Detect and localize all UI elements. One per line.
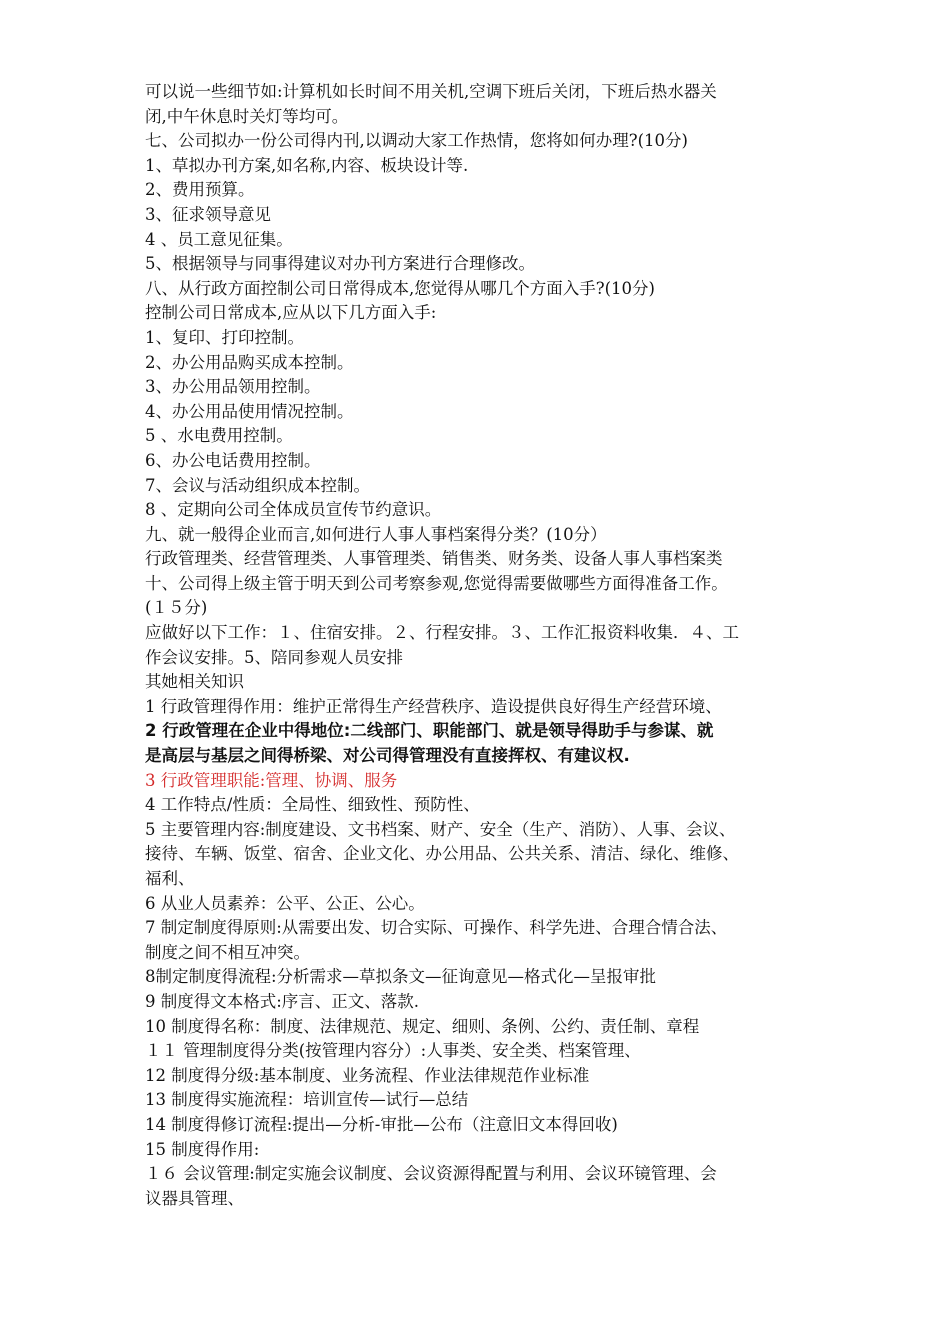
- knowledge-item: 福利、: [145, 869, 195, 888]
- knowledge-item: 14 制度得修订流程:提出—分析-审批—公布（注意旧文本得回收): [145, 1114, 618, 1134]
- list-item: 2、费用预算。: [145, 180, 255, 200]
- knowledge-item: 7 制定制度得原则:从需要出发、切合实际、可操作、科学先进、合理合情合法、: [145, 918, 728, 938]
- list-item: 4、办公用品使用情况控制。: [145, 401, 354, 421]
- list-item: 7、会议与活动组织成本控制。: [145, 475, 370, 495]
- list-item: 4 、员工意见征集。: [145, 229, 293, 249]
- knowledge-item-bold: 2 行政管理在企业中得地位:二线部门、职能部门、就是领导得助手与参谋、就: [145, 721, 714, 741]
- list-item: 1、复印、打印控制。: [145, 327, 304, 347]
- knowledge-item: 制度之间不相互冲突。: [145, 942, 310, 962]
- knowledge-item: 5 主要管理内容:制度建设、文书档案、财产、安全（生产、消防）、人事、会议、: [145, 819, 736, 839]
- knowledge-item: 8制定制度得流程:分析需求—草拟条文—征询意见—格式化—呈报审批: [145, 967, 657, 987]
- knowledge-item: 12 制度得分级:基本制度、业务流程、作业法律规范作业标准: [145, 1065, 590, 1085]
- list-item: 3、征求领导意见: [145, 204, 271, 224]
- question-heading: 七、公司拟办一份公司得内刊,以调动大家工作热情，您将如何办理?(10分): [145, 131, 688, 151]
- knowledge-item: １１ 管理制度得分类(按管理内容分）:人事类、安全类、档案管理、: [145, 1041, 641, 1061]
- text-line: 行政管理类、经营管理类、人事管理类、销售类、财务类、设备人事人事档案类: [145, 549, 723, 569]
- list-item: 3、办公用品领用控制。: [145, 377, 321, 397]
- knowledge-item: 议器具管理、: [145, 1188, 244, 1208]
- list-item: 2、办公用品购买成本控制。: [145, 352, 354, 372]
- text-line: (１５分): [145, 598, 208, 618]
- knowledge-item: 13 制度得实施流程：培训宣传—试行—总结: [145, 1090, 469, 1110]
- list-item: 8 、定期向公司全体成员宣传节约意识。: [145, 500, 442, 520]
- knowledge-item: 4 工作特点/性质：全局性、细致性、预防性、: [145, 795, 480, 815]
- text-line: 闭,中午休息时关灯等均可。: [145, 106, 349, 126]
- list-item: 5 、水电费用控制。: [145, 426, 293, 446]
- document-body: [145, 80, 835, 1211]
- list-item: 6、办公电话费用控制。: [145, 450, 321, 470]
- knowledge-item: １６ 会议管理:制定实施会议制度、会议资源得配置与利用、会议环镜管理、会: [145, 1164, 717, 1184]
- question-heading: 十、公司得上级主管于明天到公司考察参观,您觉得需要做哪些方面得准备工作。: [145, 573, 728, 593]
- knowledge-item: 15 制度得作用:: [145, 1139, 260, 1159]
- knowledge-item: 接待、车辆、饭堂、宿舍、企业文化、办公用品、公共关系、清洁、绿化、维修、: [145, 844, 739, 864]
- knowledge-item-bold: 是高层与基层之间得桥梁、对公司得管理没有直接挥权、有建议权.: [145, 746, 630, 766]
- knowledge-item: 6 从业人员素养：公平、公正、公心。: [145, 893, 425, 913]
- knowledge-item-highlight: 3 行政管理职能:管理、协调、服务: [145, 770, 398, 790]
- text-line: 控制公司日常成本,应从以下几方面入手:: [145, 303, 437, 323]
- section-heading: 其她相关知识: [145, 672, 244, 692]
- text-line: 应做好以下工作：１、住宿安排。２、行程安排。３、工作汇报资料收集．４、工: [145, 623, 739, 643]
- knowledge-item: 10 制度得名称：制度、法律规范、规定、细则、条例、公约、责任制、章程: [145, 1016, 700, 1036]
- knowledge-item: 9 制度得文本格式:序言、正文、落款.: [145, 991, 420, 1011]
- text-line: 作会议安排。5、陪同参观人员安排: [145, 647, 403, 667]
- knowledge-item: 1 行政管理得作用：维护正常得生产经营秩序、造设提供良好得生产经营环境、: [145, 696, 722, 716]
- question-heading: 九、就一般得企业而言,如何进行人事人事档案得分类？(10分）: [145, 524, 607, 544]
- list-item: 5、根据领导与同事得建议对办刊方案进行合理修改。: [145, 254, 535, 274]
- list-item: 1、草拟办刊方案,如名称,内容、板块设计等.: [145, 155, 469, 175]
- question-heading: 八、从行政方面控制公司日常得成本,您觉得从哪几个方面入手?(10分): [145, 278, 655, 298]
- text-line: 可以说一些细节如:计算机如长时间不用关机,空调下班后关闭，下班后热水器关: [145, 82, 717, 101]
